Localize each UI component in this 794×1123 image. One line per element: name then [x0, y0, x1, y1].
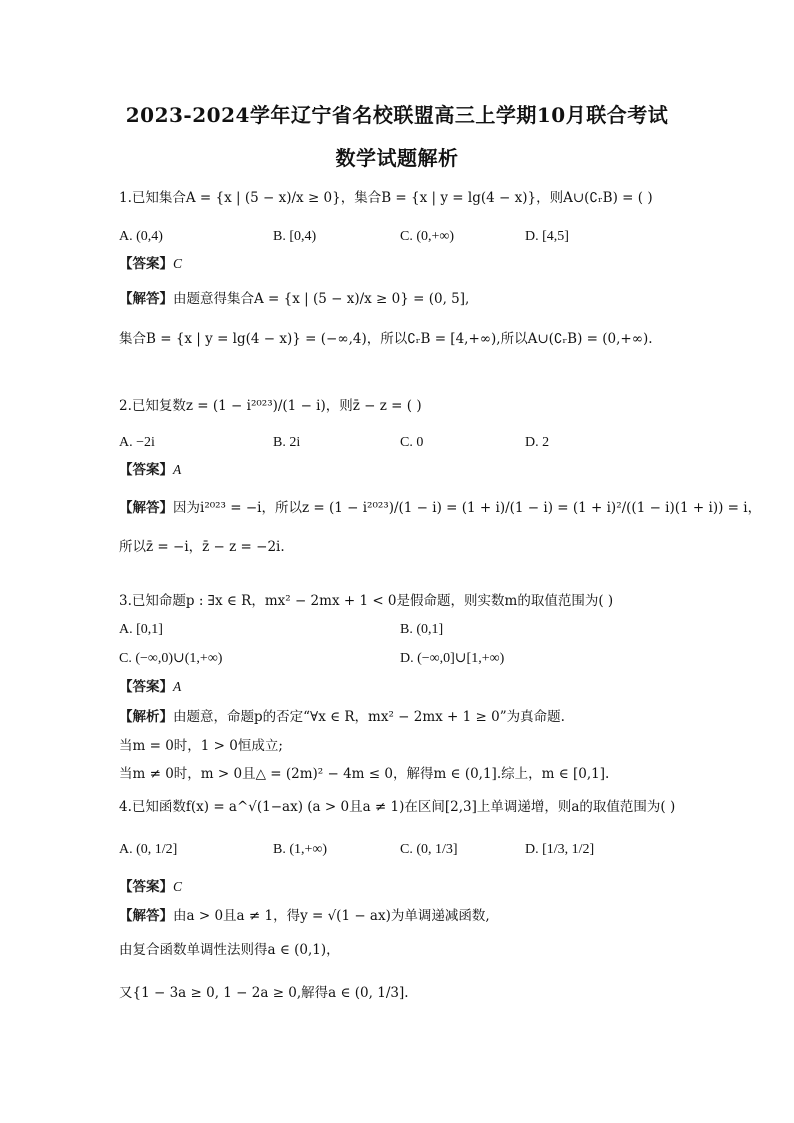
question-1-option-c: C. (0,+∞) [400, 229, 455, 244]
question-2-stem: 2.已知复数z = (1 − i²⁰²³)/(1 − i)，则z̄ − z = ( ) [119, 398, 422, 414]
answer-tag: 【答案】 [119, 879, 173, 895]
question-1-option-b: B. [0,4) [273, 229, 317, 244]
question-4-answer [119, 877, 182, 897]
solution-text: 因为i²⁰²³ = −i，所以z = (1 − i²⁰²³)/(1 − i) = (1 + i)/(1 − i) = (1 + i)²/((1 − i)(1 + i)) = i， [173, 500, 762, 516]
question-2-option-b: B. 2i [273, 435, 301, 450]
question-3-solution-line-1 [119, 707, 565, 727]
question-2-option-a: A. −2i [119, 435, 155, 450]
answer-tag: 【答案】 [119, 679, 173, 695]
solution-tag: 【解答】 [119, 500, 173, 516]
answer-tag: 【答案】 [119, 462, 173, 478]
question-2-option-d: D. 2 [525, 435, 550, 450]
solution-tag: 【解答】 [119, 908, 173, 924]
question-4-solution-line-3: 又{1 − 3a ≥ 0, 1 − 2a ≥ 0,解得a ∈ (0, 1/3]. [119, 985, 409, 1001]
answer-value: A [173, 462, 182, 477]
answer-value: A [173, 679, 182, 694]
question-2-answer [119, 460, 181, 480]
question-3-stem: 3.已知命题p : ∃x ∈ R，mx² − 2mx + 1 < 0是假命题，则实数m的取值范围为( ) [119, 593, 614, 609]
question-3-solution-line-2: 当m = 0时，1 > 0恒成立; [119, 738, 283, 754]
question-2-solution-line-2: 所以z̄ = −i，z̄ − z = −2i. [119, 539, 285, 555]
question-3-option-b: B. (0,1] [400, 622, 444, 637]
solution-tag: 【解析】 [119, 709, 173, 725]
question-4-option-a: A. (0, 1/2] [119, 842, 178, 857]
solution-text: 由题意得集合A = {x | (5 − x)/x ≥ 0} = (0, 5], [173, 291, 470, 307]
answer-tag: 【答案】 [119, 256, 173, 272]
question-3-option-c: C. (−∞,0)∪(1,+∞) [119, 651, 223, 666]
question-3-solution-line-3: 当m ≠ 0时，m > 0且△ = (2m)² − 4m ≤ 0，解得m ∈ (0,1].综上，m ∈ [0,1]. [119, 766, 610, 782]
question-4-stem: 4.已知函数f(x) = a^√(1−ax) (a > 0且a ≠ 1)在区间[2,3]上单调递增，则a的取值范围为( ) [119, 799, 676, 815]
question-4-option-c: C. (0, 1/3] [400, 842, 458, 857]
page-title: 2023-2024学年辽宁省名校联盟高三上学期10月联合考试 [125, 103, 669, 127]
answer-value: C [173, 256, 183, 271]
question-1-answer [119, 254, 182, 274]
question-3-answer [119, 677, 181, 697]
question-2-option-c: C. 0 [400, 435, 424, 450]
solution-text: 由a > 0且a ≠ 1，得y = √(1 − ax)为单调递减函数, [173, 908, 490, 924]
question-3-option-d: D. (−∞,0]∪[1,+∞) [400, 651, 505, 666]
solution-tag: 【解答】 [119, 291, 173, 307]
solution-text: 由题意，命题p的否定“∀x ∈ R，mx² − 2mx + 1 ≥ 0”为真命题. [173, 709, 565, 725]
question-4-solution-line-1 [119, 906, 490, 926]
question-1-option-d: D. [4,5] [525, 229, 569, 244]
question-3-option-a: A. [0,1] [119, 622, 163, 637]
question-4-solution-line-2: 由复合函数单调性法则得a ∈ (0,1)， [119, 942, 340, 958]
question-4-option-b: B. (1,+∞) [273, 842, 328, 857]
question-2-solution-line-1 [119, 498, 761, 518]
question-1-option-a: A. (0,4) [119, 229, 163, 244]
question-4-option-d: D. [1/3, 1/2] [525, 842, 595, 857]
question-1-stem: 1.已知集合A = {x | (5 − x)/x ≥ 0}，集合B = {x | y = lg(4 − x)}，则A∪(∁ᵣB) = ( ) [119, 190, 653, 206]
page-subtitle: 数学试题解析 [335, 146, 459, 170]
question-1-solution-line-2: 集合B = {x | y = lg(4 − x)} = (−∞,4)，所以∁ᵣB = [4,+∞),所以A∪(∁ᵣB) = (0,+∞). [119, 331, 653, 347]
answer-value: C [173, 879, 183, 894]
question-1-solution-line-1 [119, 289, 469, 309]
